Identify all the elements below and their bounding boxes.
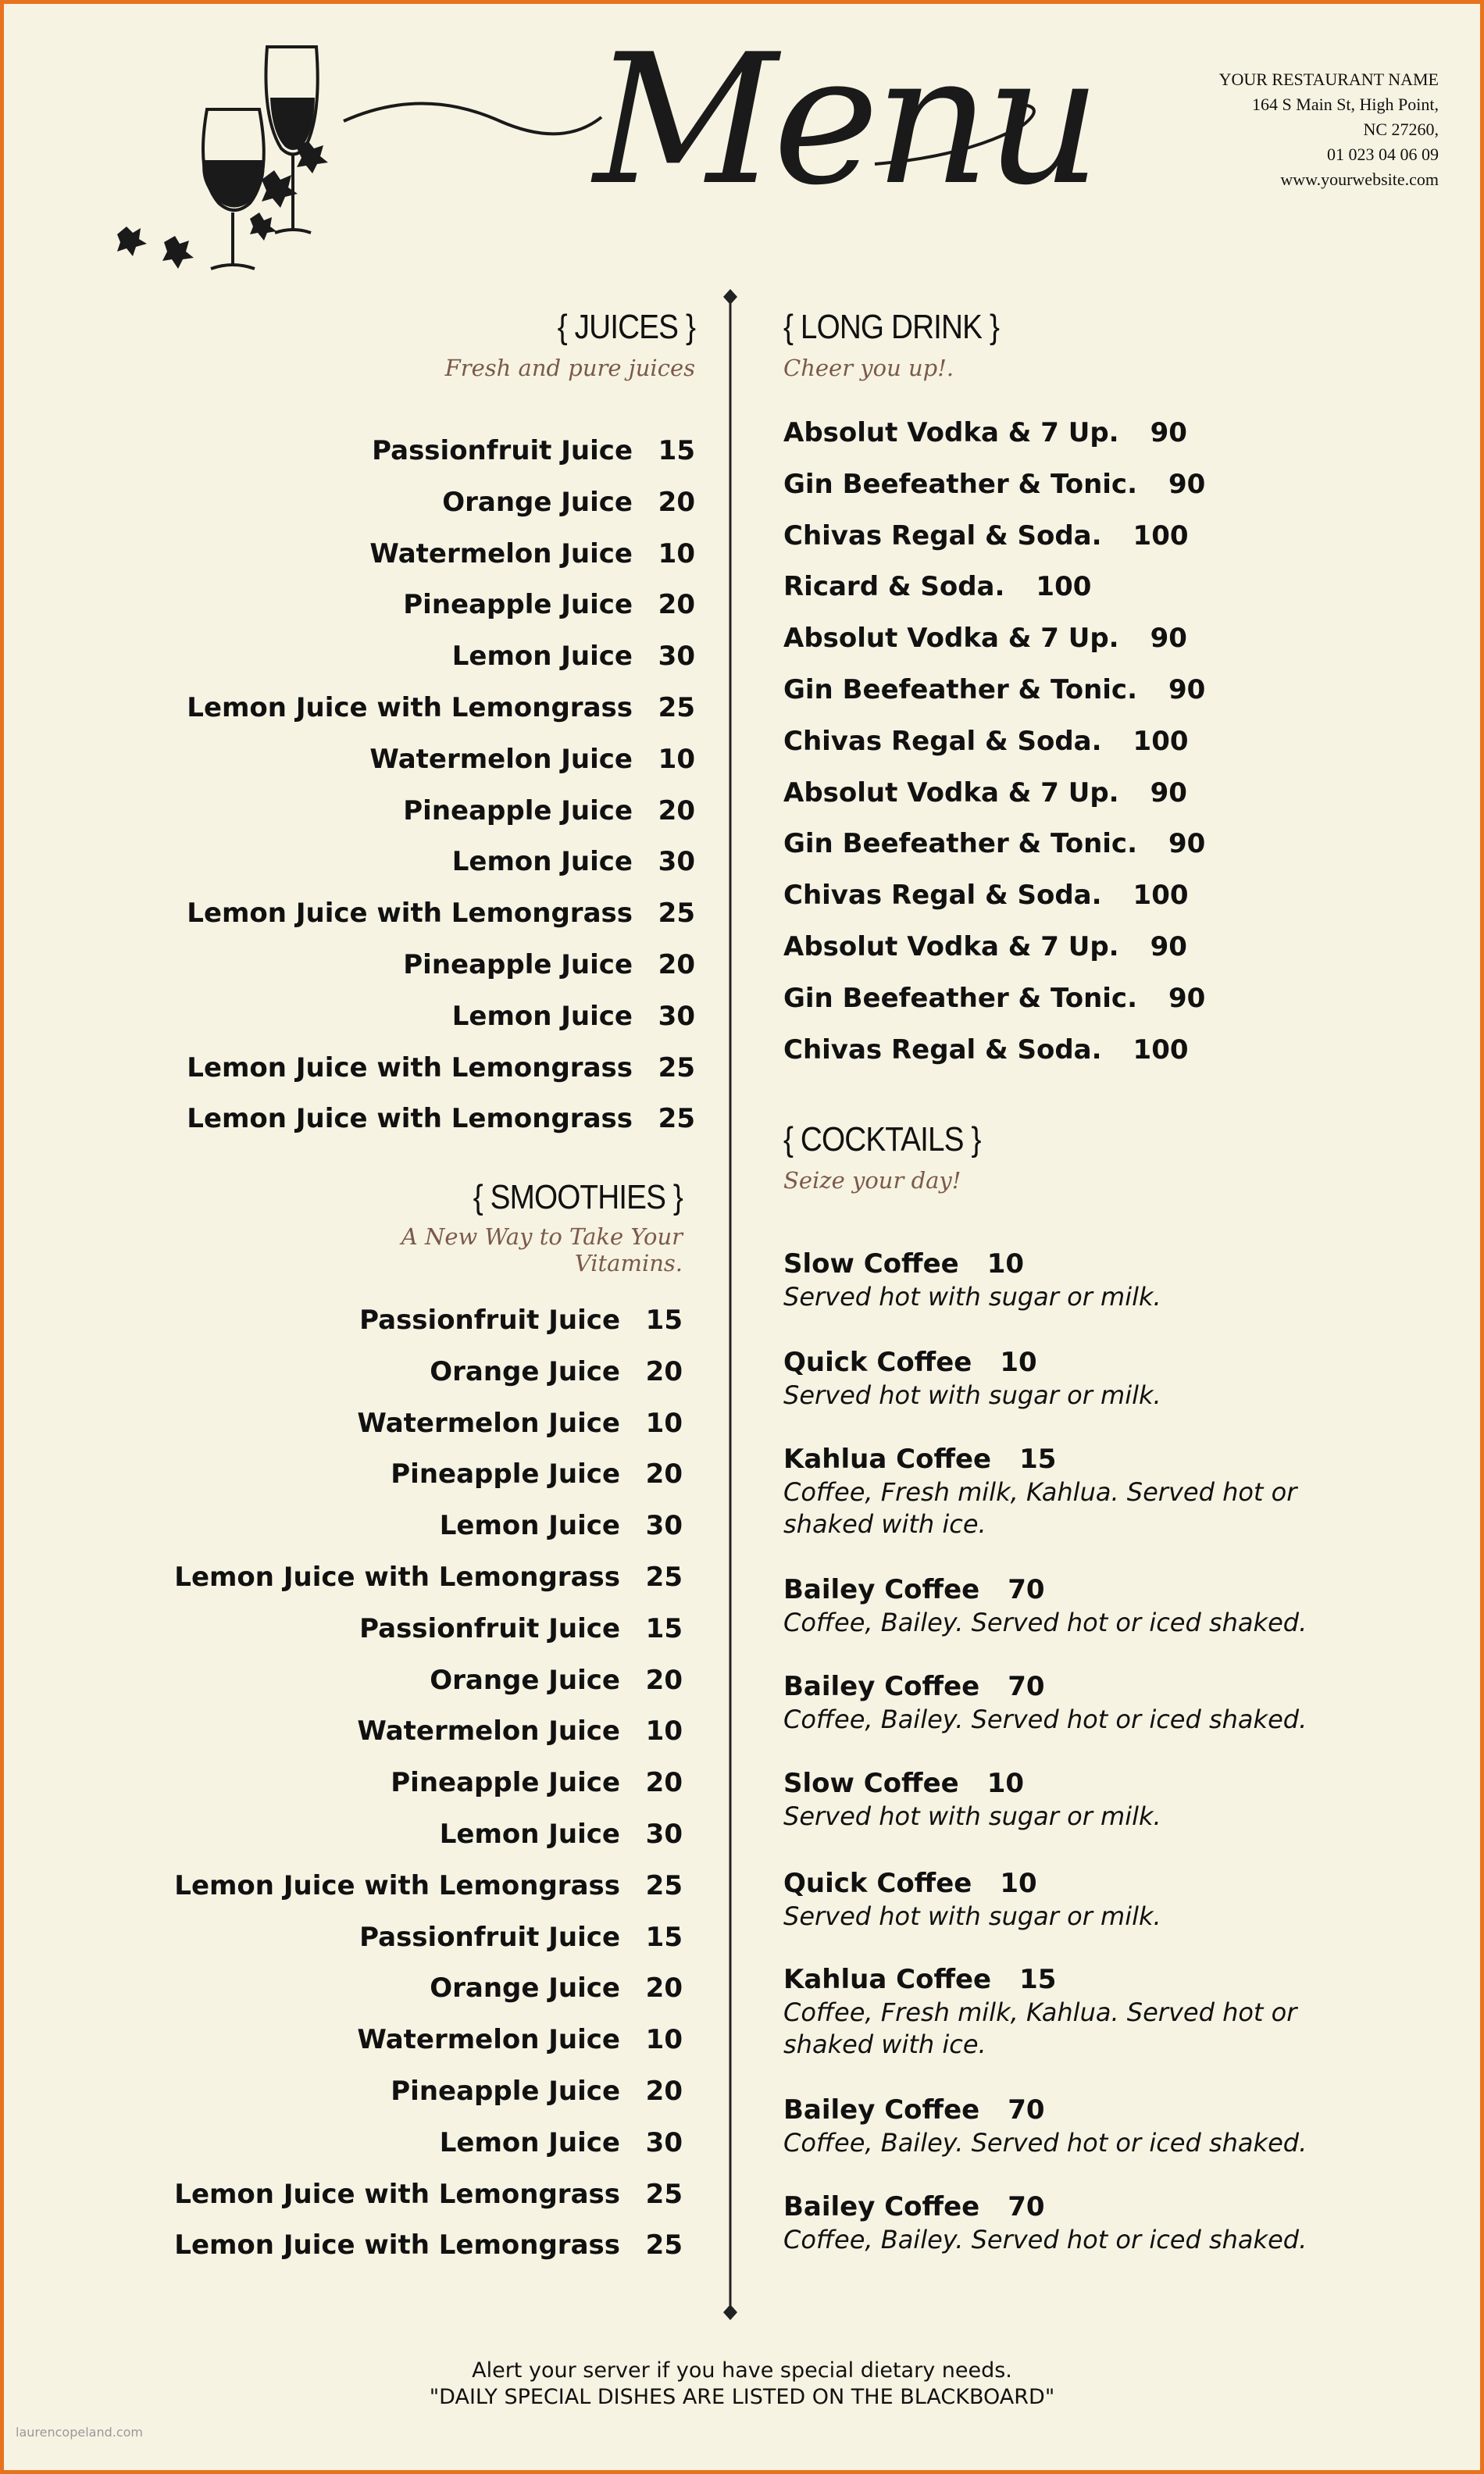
list-item: Passionfruit Juice 15 xyxy=(359,1612,683,1644)
list-item: Watermelon Juice 10 xyxy=(357,1715,683,1748)
list-item: Passionfruit Juice 15 xyxy=(372,435,695,466)
list-item: Lemon Juice with Lemongrass 25 xyxy=(187,1051,695,1083)
long-drink-title: { LONG DRINK } xyxy=(783,308,1000,346)
restaurant-phone: 01 023 04 06 09 xyxy=(1327,145,1439,164)
long-drink-subtitle: Cheer you up!. xyxy=(783,355,954,381)
smoothies-title: { SMOOTHIES } xyxy=(473,1178,683,1216)
juices-list xyxy=(156,426,695,1145)
cocktail-item: Bailey Coffee 70 Coffee, Bailey. Served hot or iced shaked. xyxy=(783,2191,1307,2254)
menu-title: Menu xyxy=(594,16,1097,225)
cocktail-item: Kahlua Coffee 15 Coffee, Fresh milk, Kahlua. Served hot or shaked with ice. xyxy=(783,1964,1297,2059)
list-item: Watermelon Juice 10 xyxy=(369,743,695,775)
list-item: Pineapple Juice 20 xyxy=(403,589,695,621)
list-item: Lemon Juice with Lemongrass 25 xyxy=(174,2229,683,2262)
smoothies-subtitle: A New Way to Take Your Vitamins. xyxy=(401,1223,683,1276)
list-item: Orange Juice 20 xyxy=(430,1664,683,1696)
list-item: Pineapple Juice 20 xyxy=(391,1458,683,1490)
list-item: Absolut Vodka & 7 Up. 90 xyxy=(783,623,1187,655)
list-item: Absolut Vodka & 7 Up. 90 xyxy=(783,417,1187,448)
list-item: Ricard & Soda. 100 xyxy=(783,571,1092,603)
list-item: Lemon Juice with Lemongrass 25 xyxy=(187,898,695,930)
restaurant-name: YOUR RESTAURANT NAME xyxy=(1218,70,1439,89)
list-item: Lemon Juice 30 xyxy=(439,1510,683,1542)
list-item: Gin Beefeather & Tonic. 90 xyxy=(783,468,1206,500)
cocktails-title: { COCKTAILS } xyxy=(783,1120,981,1158)
list-item: Lemon Juice with Lemongrass 25 xyxy=(174,1869,683,1901)
list-item: Pineapple Juice 20 xyxy=(403,948,695,980)
list-item: Lemon Juice with Lemongrass 25 xyxy=(174,2178,683,2210)
list-item: Absolut Vodka & 7 Up. 90 xyxy=(783,930,1187,962)
list-item: Passionfruit Juice 15 xyxy=(359,1921,683,1953)
list-item: Chivas Regal & Soda. 100 xyxy=(783,519,1189,552)
cocktails-subtitle: Seize your day! xyxy=(783,1167,961,1194)
list-item: Orange Juice 20 xyxy=(430,1972,683,2005)
list-item: Lemon Juice with Lemongrass 25 xyxy=(187,1103,695,1135)
list-item: Chivas Regal & Soda. 100 xyxy=(783,1034,1189,1066)
long-drink-list xyxy=(783,408,1205,1076)
cocktail-item: Slow Coffee 10 Served hot with sugar or milk. xyxy=(783,1248,1161,1312)
list-item: Chivas Regal & Soda. 100 xyxy=(783,725,1189,757)
restaurant-address-2: NC 27260, xyxy=(1363,120,1439,139)
list-item: Lemon Juice 30 xyxy=(439,1818,683,1850)
list-item: Lemon Juice 30 xyxy=(439,2126,683,2158)
cocktail-item: Bailey Coffee 70 Coffee, Bailey. Served hot or iced shaked. xyxy=(783,1671,1307,1734)
list-item: Lemon Juice with Lemongrass 25 xyxy=(174,1561,683,1593)
title-swash-left xyxy=(344,104,601,134)
juices-subtitle: Fresh and pure juices xyxy=(444,355,695,381)
list-item: Gin Beefeather & Tonic. 90 xyxy=(783,673,1206,705)
list-item: Orange Juice 20 xyxy=(442,486,695,518)
cocktail-item: Slow Coffee 10 Served hot with sugar or milk. xyxy=(783,1768,1161,1831)
list-item: Absolut Vodka & 7 Up. 90 xyxy=(783,776,1187,809)
list-item: Pineapple Juice 20 xyxy=(391,1767,683,1799)
smoothies-list xyxy=(141,1295,683,2272)
cocktail-item: Kahlua Coffee 15 Coffee, Fresh milk, Kahlua. Served hot or shaked with ice. xyxy=(783,1444,1297,1539)
list-item: Passionfruit Juice 15 xyxy=(359,1305,683,1336)
list-item: Gin Beefeather & Tonic. 90 xyxy=(783,982,1206,1014)
list-item: Chivas Regal & Soda. 100 xyxy=(783,880,1189,912)
footer-note xyxy=(0,2358,1484,2411)
watermark: laurencopeland.com xyxy=(16,2425,143,2440)
cocktail-item: Quick Coffee 10 Served hot with sugar or milk. xyxy=(783,1347,1161,1410)
list-item: Pineapple Juice 20 xyxy=(391,2075,683,2107)
list-item: Lemon Juice 30 xyxy=(451,846,695,878)
list-item: Watermelon Juice 10 xyxy=(369,537,695,569)
list-item: Watermelon Juice 10 xyxy=(357,1407,683,1439)
center-divider xyxy=(719,289,742,2320)
cocktail-item: Bailey Coffee 70 Coffee, Bailey. Served hot or iced shaked. xyxy=(783,1574,1307,1637)
list-item: Watermelon Juice 10 xyxy=(357,2024,683,2056)
restaurant-website[interactable]: www.yourwebsite.com xyxy=(1280,170,1439,189)
cocktail-item: Bailey Coffee 70 Coffee, Bailey. Served hot or iced shaked. xyxy=(783,2094,1307,2158)
cocktail-item: Quick Coffee 10 Served hot with sugar or milk. xyxy=(783,1868,1161,1931)
list-item: Lemon Juice with Lemongrass 25 xyxy=(187,691,695,723)
footer-dietary-note: Alert your server if you have special dietary needs. xyxy=(472,2358,1012,2383)
list-item: Lemon Juice 30 xyxy=(451,1000,695,1032)
list-item: Pineapple Juice 20 xyxy=(403,794,695,826)
restaurant-address-1: 164 S Main St, High Point, xyxy=(1252,95,1439,114)
list-item: Lemon Juice 30 xyxy=(451,641,695,673)
juices-title: { JUICES } xyxy=(557,308,695,346)
list-item: Orange Juice 20 xyxy=(430,1355,683,1387)
list-item: Gin Beefeather & Tonic. 90 xyxy=(783,828,1206,860)
restaurant-info xyxy=(1033,67,1439,192)
footer-specials-note: "DAILY SPECIAL DISHES ARE LISTED ON THE BLACKBOARD" xyxy=(429,2385,1055,2409)
